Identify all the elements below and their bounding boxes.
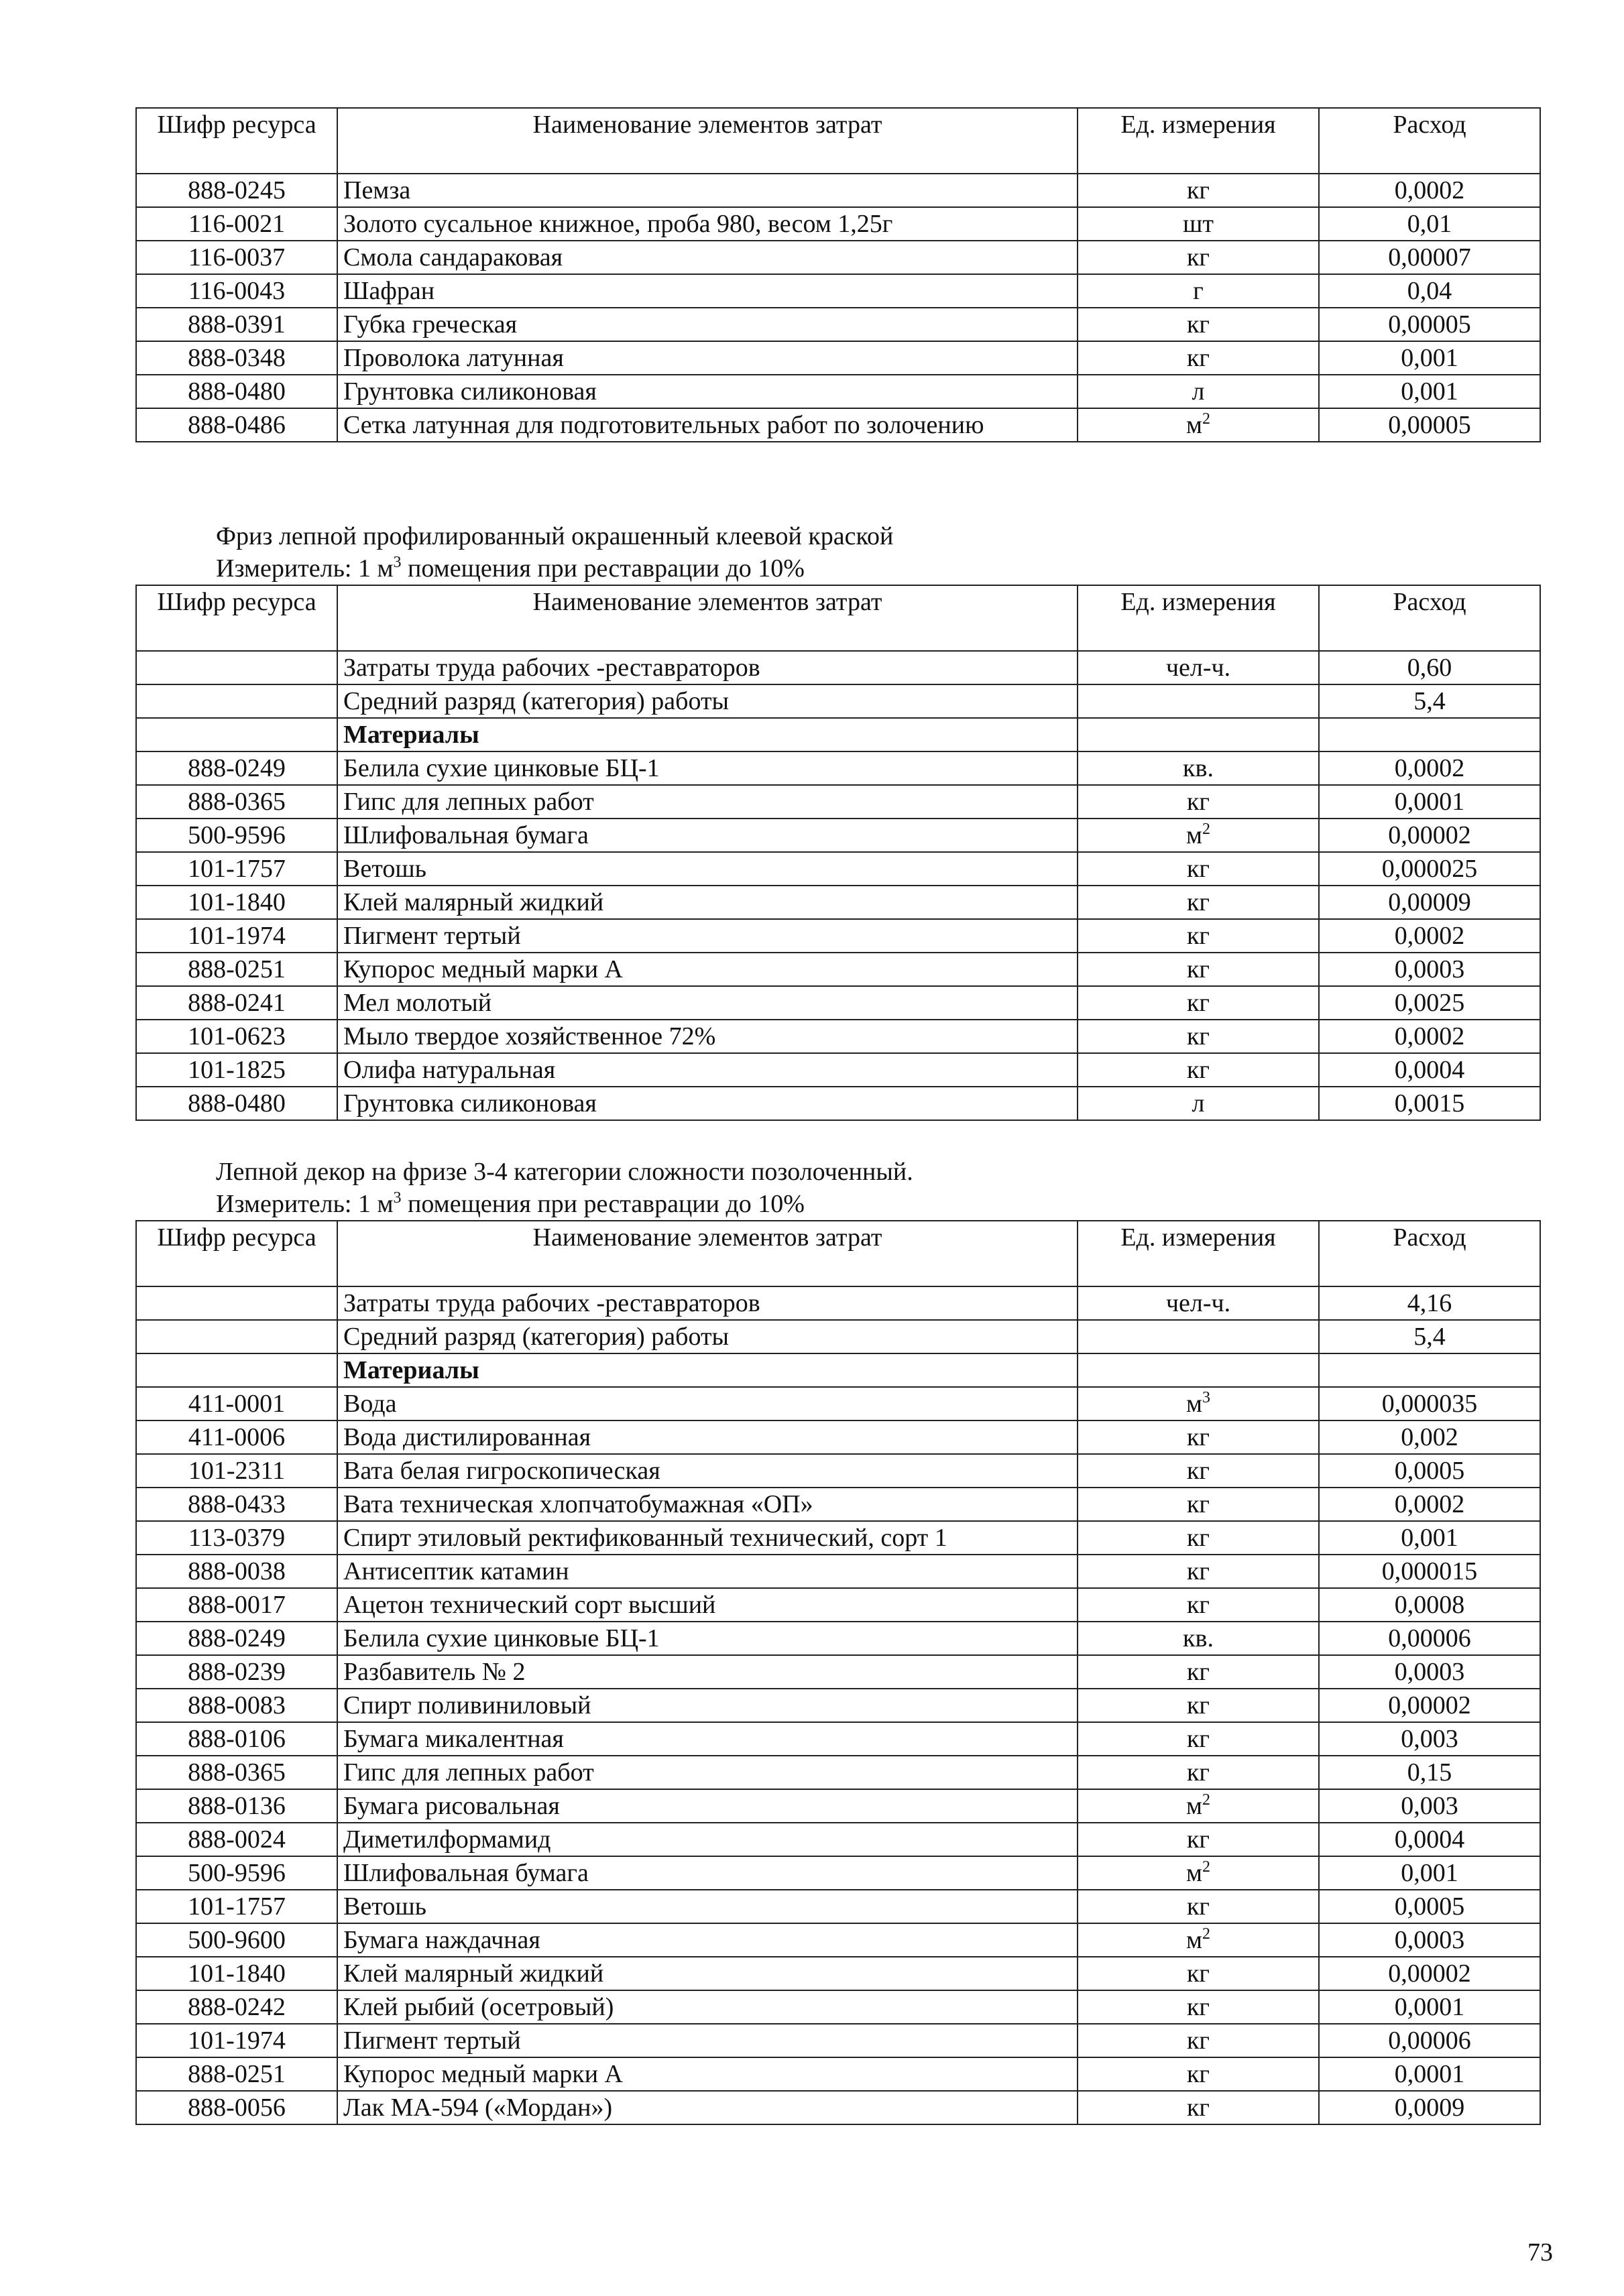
header-unit: Ед. измерения: [1078, 108, 1319, 174]
resource-unit: $м^2$: [1078, 408, 1319, 442]
table-row: [136, 886, 1540, 919]
resource-name: Шлифовальная бумага: [337, 819, 1078, 852]
resource-consumption: [1319, 1353, 1540, 1387]
resource-consumption: 0,0003: [1319, 953, 1540, 986]
resource-unit: $м^2$: [1078, 1856, 1319, 1890]
resource-unit: кг: [1078, 308, 1319, 341]
resource-consumption: [1319, 718, 1540, 751]
table-row: [136, 2091, 1540, 2124]
resource-code: 101-0623: [136, 1020, 337, 1053]
resource-code: 888-0241: [136, 986, 337, 1020]
resource-unit: [1078, 1353, 1319, 1387]
resource-unit: кг: [1078, 1722, 1319, 1756]
resource-name: Ацетон технический сорт высший: [337, 1588, 1078, 1622]
table-row: [136, 1555, 1540, 1588]
resource-code: [136, 1286, 337, 1320]
resource-name: Ветошь: [337, 1890, 1078, 1923]
resource-name: Белила сухие цинковые БЦ-1: [337, 751, 1078, 785]
resource-code: 888-0083: [136, 1689, 337, 1722]
header-name: Наименование элементов затрат: [337, 585, 1078, 651]
resource-name: Пигмент тертый: [337, 919, 1078, 953]
materials-table-3: [135, 1220, 1540, 2125]
table-row: [136, 1588, 1540, 1622]
resource-name: Купорос медный марки А: [337, 2057, 1078, 2091]
header-value: Расход: [1319, 1221, 1540, 1286]
resource-name: Спирт поливиниловый: [337, 1689, 1078, 1722]
labor-unit: чел-ч.: [1078, 1286, 1319, 1320]
resource-consumption: 0,000025: [1319, 852, 1540, 886]
resource-name: Мыло твердое хозяйственное 72%: [337, 1020, 1078, 1053]
resource-name: Спирт этиловый ректификованный технический, сорт 1: [337, 1521, 1078, 1555]
header-unit: Ед. измерения: [1078, 585, 1319, 651]
table-row: [136, 1756, 1540, 1789]
resource-unit: шт: [1078, 207, 1319, 241]
resource-unit: кг: [1078, 1454, 1319, 1488]
table-row: [136, 953, 1540, 986]
resource-consumption: 0,0004: [1319, 1823, 1540, 1856]
table-row: [136, 1957, 1540, 1990]
table-row: [136, 1521, 1540, 1555]
grade-name: Средний разряд (категория) работы: [337, 1320, 1078, 1353]
table-row: [136, 819, 1540, 852]
resource-unit: кг: [1078, 1020, 1319, 1053]
resource-name: Вата белая гигроскопическая: [337, 1454, 1078, 1488]
resource-consumption: 0,0005: [1319, 1454, 1540, 1488]
resource-unit: кг: [1078, 1421, 1319, 1454]
resource-consumption: 0,00002: [1319, 819, 1540, 852]
grade-value: 5,4: [1319, 684, 1540, 718]
resource-code: [136, 718, 337, 751]
resource-consumption: 0,0001: [1319, 2057, 1540, 2091]
resource-code: 888-0106: [136, 1722, 337, 1756]
resource-consumption: 0,0002: [1319, 751, 1540, 785]
resource-unit: кг: [1078, 2057, 1319, 2091]
resource-unit: г: [1078, 274, 1319, 308]
resource-unit: кг: [1078, 1957, 1319, 1990]
resource-consumption: 0,00006: [1319, 1622, 1540, 1655]
table-row: [136, 751, 1540, 785]
resource-table: [135, 107, 1541, 442]
resource-name: Золото сусальное книжное, проба 980, весом 1,25г: [337, 207, 1078, 241]
resource-code: [136, 684, 337, 718]
header-code: Шифр ресурса: [136, 108, 337, 174]
resource-consumption: 0,0005: [1319, 1890, 1540, 1923]
section-3-title: Лепной декор на фризе 3-4 категории сложности позолоченный.: [216, 1158, 913, 1186]
table-row: [136, 1856, 1540, 1890]
table-row: [136, 408, 1540, 442]
table-row: [136, 207, 1540, 241]
resource-code: 411-0001: [136, 1387, 337, 1421]
materials-heading: Материалы: [337, 1353, 1078, 1387]
resource-consumption: 0,00005: [1319, 308, 1540, 341]
resource-unit: л: [1078, 1087, 1319, 1120]
resource-consumption: 0,00007: [1319, 241, 1540, 274]
resource-name: Лак МА-594 («Мордан»): [337, 2091, 1078, 2124]
section-3-measure: Измеритель: 1 $м^3$ помещения при реставрации до 10%: [216, 1189, 805, 1218]
resource-code: 888-0249: [136, 1622, 337, 1655]
header-code: Шифр ресурса: [136, 1221, 337, 1286]
table-row: [136, 1454, 1540, 1488]
resource-unit: $м^2$: [1078, 1789, 1319, 1823]
resource-unit: кг: [1078, 1890, 1319, 1923]
resource-unit: кг: [1078, 1555, 1319, 1588]
materials-heading: Материалы: [337, 718, 1078, 751]
resource-consumption: 0,0002: [1319, 174, 1540, 207]
resource-unit: кг: [1078, 2024, 1319, 2057]
table-row: [136, 2024, 1540, 2057]
resource-name: Бумага микалентная: [337, 1722, 1078, 1756]
resource-unit: $м^2$: [1078, 1923, 1319, 1957]
resource-name: Вода: [337, 1387, 1078, 1421]
resource-code: 101-1840: [136, 1957, 337, 1990]
resource-code: 101-1825: [136, 1053, 337, 1087]
labor-row: [136, 651, 1540, 684]
resource-name: Клей рыбий (осетровый): [337, 1990, 1078, 2024]
table-row: [136, 1655, 1540, 1689]
table-row: [136, 1923, 1540, 1957]
grade-value: 5,4: [1319, 1320, 1540, 1353]
resource-unit: кг: [1078, 1655, 1319, 1689]
resource-consumption: 0,001: [1319, 341, 1540, 375]
header-unit: Ед. измерения: [1078, 1221, 1319, 1286]
resource-consumption: 0,001: [1319, 1521, 1540, 1555]
resource-code: 101-1974: [136, 919, 337, 953]
resource-code: 888-0391: [136, 308, 337, 341]
header-code: Шифр ресурса: [136, 585, 337, 651]
resource-consumption: 0,003: [1319, 1789, 1540, 1823]
resource-consumption: 0,00005: [1319, 408, 1540, 442]
resource-name: Вата техническая хлопчатобумажная «ОП»: [337, 1488, 1078, 1521]
resource-unit: кг: [1078, 2091, 1319, 2124]
table-row: [136, 919, 1540, 953]
resource-code: [136, 1353, 337, 1387]
table-row: [136, 1622, 1540, 1655]
resource-name: Проволока латунная: [337, 341, 1078, 375]
resource-name: Гипс для лепных работ: [337, 785, 1078, 819]
resource-name: Шлифовальная бумага: [337, 1856, 1078, 1890]
resource-unit: кг: [1078, 852, 1319, 886]
resource-consumption: 0,0002: [1319, 919, 1540, 953]
resource-name: Вода дистилированная: [337, 1421, 1078, 1454]
labor-name: Затраты труда рабочих -реставраторов: [337, 651, 1078, 684]
resource-name: Бумага рисовальная: [337, 1789, 1078, 1823]
table-row: [136, 1689, 1540, 1722]
table-row: [136, 341, 1540, 375]
resource-unit: кг: [1078, 1053, 1319, 1087]
resource-unit: кг: [1078, 1689, 1319, 1722]
resource-code: 101-1974: [136, 2024, 337, 2057]
resource-code: 888-0365: [136, 1756, 337, 1789]
resource-code: 411-0006: [136, 1421, 337, 1454]
resource-unit: л: [1078, 375, 1319, 408]
table-row: [136, 174, 1540, 207]
resource-name: Сетка латунная для подготовительных работ по золочению: [337, 408, 1078, 442]
table-row: [136, 785, 1540, 819]
resource-code: 101-1840: [136, 886, 337, 919]
resource-consumption: 0,0009: [1319, 2091, 1540, 2124]
resource-consumption: 0,002: [1319, 1421, 1540, 1454]
materials-heading-row: [136, 718, 1540, 751]
resource-consumption: 0,003: [1319, 1722, 1540, 1756]
resource-consumption: 0,0002: [1319, 1020, 1540, 1053]
section-2-title: Фриз лепной профилированный окрашенный клеевой краской: [216, 522, 894, 550]
resource-unit: $м^2$: [1078, 819, 1319, 852]
section-2-measure: Измеритель: 1 $м^3$ помещения при реставрации до 10%: [216, 554, 805, 583]
resource-unit: $м^3$: [1078, 1387, 1319, 1421]
resource-unit: кг: [1078, 1521, 1319, 1555]
resource-name: Бумага наждачная: [337, 1923, 1078, 1957]
resource-unit: кв.: [1078, 1622, 1319, 1655]
resource-consumption: 0,0003: [1319, 1655, 1540, 1689]
resource-name: Мел молотый: [337, 986, 1078, 1020]
resource-code: 888-0242: [136, 1990, 337, 2024]
resource-unit: кг: [1078, 341, 1319, 375]
resource-code: 113-0379: [136, 1521, 337, 1555]
resource-code: [136, 651, 337, 684]
header-value: Расход: [1319, 108, 1540, 174]
grade-name: Средний разряд (категория) работы: [337, 684, 1078, 718]
resource-consumption: 0,00002: [1319, 1689, 1540, 1722]
resource-name: Антисептик катамин: [337, 1555, 1078, 1588]
resource-consumption: 0,001: [1319, 375, 1540, 408]
grade-unit: [1078, 684, 1319, 718]
resource-code: 101-1757: [136, 1890, 337, 1923]
table-row: [136, 241, 1540, 274]
resource-name: Разбавитель № 2: [337, 1655, 1078, 1689]
resource-unit: кг: [1078, 986, 1319, 1020]
table-row: [136, 1087, 1540, 1120]
resource-consumption: 0,0003: [1319, 1923, 1540, 1957]
resource-unit: кг: [1078, 1756, 1319, 1789]
resource-name: Диметилформамид: [337, 1823, 1078, 1856]
table-row: [136, 1890, 1540, 1923]
header-value: Расход: [1319, 585, 1540, 651]
resource-unit: кг: [1078, 953, 1319, 986]
resource-code: 101-1757: [136, 852, 337, 886]
resource-name: Грунтовка силиконовая: [337, 1087, 1078, 1120]
labor-value: 0,60: [1319, 651, 1540, 684]
resource-name: Пемза: [337, 174, 1078, 207]
table-row: [136, 308, 1540, 341]
resource-consumption: 0,15: [1319, 1756, 1540, 1789]
resource-code: 888-0239: [136, 1655, 337, 1689]
grade-row: [136, 684, 1540, 718]
resource-consumption: 0,01: [1319, 207, 1540, 241]
resource-code: 888-0249: [136, 751, 337, 785]
resource-consumption: 0,0015: [1319, 1087, 1540, 1120]
table-row: [136, 1020, 1540, 1053]
resource-code: 888-0486: [136, 408, 337, 442]
resource-consumption: 0,000015: [1319, 1555, 1540, 1588]
resource-consumption: 0,0008: [1319, 1588, 1540, 1622]
resource-table: [135, 1220, 1541, 2125]
labor-row: [136, 1286, 1540, 1320]
resource-name: Смола сандараковая: [337, 241, 1078, 274]
resource-unit: кг: [1078, 1588, 1319, 1622]
resource-code: 116-0037: [136, 241, 337, 274]
resource-consumption: 0,00009: [1319, 886, 1540, 919]
resource-code: 888-0056: [136, 2091, 337, 2124]
materials-heading-row: [136, 1353, 1540, 1387]
header-row: [136, 108, 1540, 174]
resource-name: Клей малярный жидкий: [337, 1957, 1078, 1990]
resource-name: Ветошь: [337, 852, 1078, 886]
resource-name: Губка греческая: [337, 308, 1078, 341]
table-row: [136, 2057, 1540, 2091]
resource-consumption: 0,04: [1319, 274, 1540, 308]
resource-consumption: 0,00002: [1319, 1957, 1540, 1990]
resource-consumption: 0,00006: [1319, 2024, 1540, 2057]
table-row: [136, 274, 1540, 308]
resource-code: 116-0021: [136, 207, 337, 241]
resource-code: 888-0433: [136, 1488, 337, 1521]
labor-unit: чел-ч.: [1078, 651, 1319, 684]
table-row: [136, 1387, 1540, 1421]
resource-name: Купорос медный марки А: [337, 953, 1078, 986]
table-row: [136, 1722, 1540, 1756]
resource-name: Шафран: [337, 274, 1078, 308]
grade-unit: [1078, 1320, 1319, 1353]
resource-unit: кг: [1078, 241, 1319, 274]
resource-unit: кг: [1078, 1990, 1319, 2024]
materials-table-2: [135, 585, 1540, 1121]
resource-name: Белила сухие цинковые БЦ-1: [337, 1622, 1078, 1655]
table-row: [136, 1789, 1540, 1823]
resource-code: 500-9600: [136, 1923, 337, 1957]
resource-consumption: 0,0002: [1319, 1488, 1540, 1521]
table-row: [136, 1990, 1540, 2024]
resource-unit: кг: [1078, 1488, 1319, 1521]
resource-code: 888-0038: [136, 1555, 337, 1588]
resource-name: Грунтовка силиконовая: [337, 375, 1078, 408]
resource-consumption: 0,0004: [1319, 1053, 1540, 1087]
resource-code: 888-0480: [136, 1087, 337, 1120]
resource-unit: кг: [1078, 174, 1319, 207]
resource-code: 888-0136: [136, 1789, 337, 1823]
table-row: [136, 852, 1540, 886]
resource-unit: кв.: [1078, 751, 1319, 785]
resource-consumption: 0,0001: [1319, 785, 1540, 819]
resource-code: 888-0251: [136, 953, 337, 986]
resource-code: 888-0251: [136, 2057, 337, 2091]
resource-code: 888-0024: [136, 1823, 337, 1856]
materials-table-1: [135, 107, 1540, 442]
labor-value: 4,16: [1319, 1286, 1540, 1320]
grade-row: [136, 1320, 1540, 1353]
resource-name: Клей малярный жидкий: [337, 886, 1078, 919]
header-name: Наименование элементов затрат: [337, 108, 1078, 174]
table-row: [136, 1488, 1540, 1521]
resource-code: 888-0245: [136, 174, 337, 207]
resource-unit: кг: [1078, 785, 1319, 819]
table-row: [136, 1421, 1540, 1454]
resource-name: Гипс для лепных работ: [337, 1756, 1078, 1789]
resource-consumption: 0,000035: [1319, 1387, 1540, 1421]
resource-consumption: 0,0025: [1319, 986, 1540, 1020]
resource-consumption: 0,001: [1319, 1856, 1540, 1890]
resource-name: Олифа натуральная: [337, 1053, 1078, 1087]
resource-unit: кг: [1078, 919, 1319, 953]
table-row: [136, 375, 1540, 408]
resource-unit: [1078, 718, 1319, 751]
resource-unit: кг: [1078, 1823, 1319, 1856]
resource-unit: кг: [1078, 886, 1319, 919]
table-row: [136, 1053, 1540, 1087]
page-number: 73: [1527, 2238, 1553, 2267]
resource-code: 500-9596: [136, 819, 337, 852]
resource-consumption: 0,0001: [1319, 1990, 1540, 2024]
header-row: [136, 585, 1540, 651]
resource-table: [135, 585, 1541, 1121]
resource-code: 888-0365: [136, 785, 337, 819]
resource-code: 101-2311: [136, 1454, 337, 1488]
header-row: [136, 1221, 1540, 1286]
table-row: [136, 1823, 1540, 1856]
resource-code: 888-0480: [136, 375, 337, 408]
resource-name: Пигмент тертый: [337, 2024, 1078, 2057]
table-row: [136, 986, 1540, 1020]
header-name: Наименование элементов затрат: [337, 1221, 1078, 1286]
resource-code: [136, 1320, 337, 1353]
resource-code: 500-9596: [136, 1856, 337, 1890]
labor-name: Затраты труда рабочих -реставраторов: [337, 1286, 1078, 1320]
resource-code: 888-0017: [136, 1588, 337, 1622]
resource-code: 116-0043: [136, 274, 337, 308]
resource-code: 888-0348: [136, 341, 337, 375]
